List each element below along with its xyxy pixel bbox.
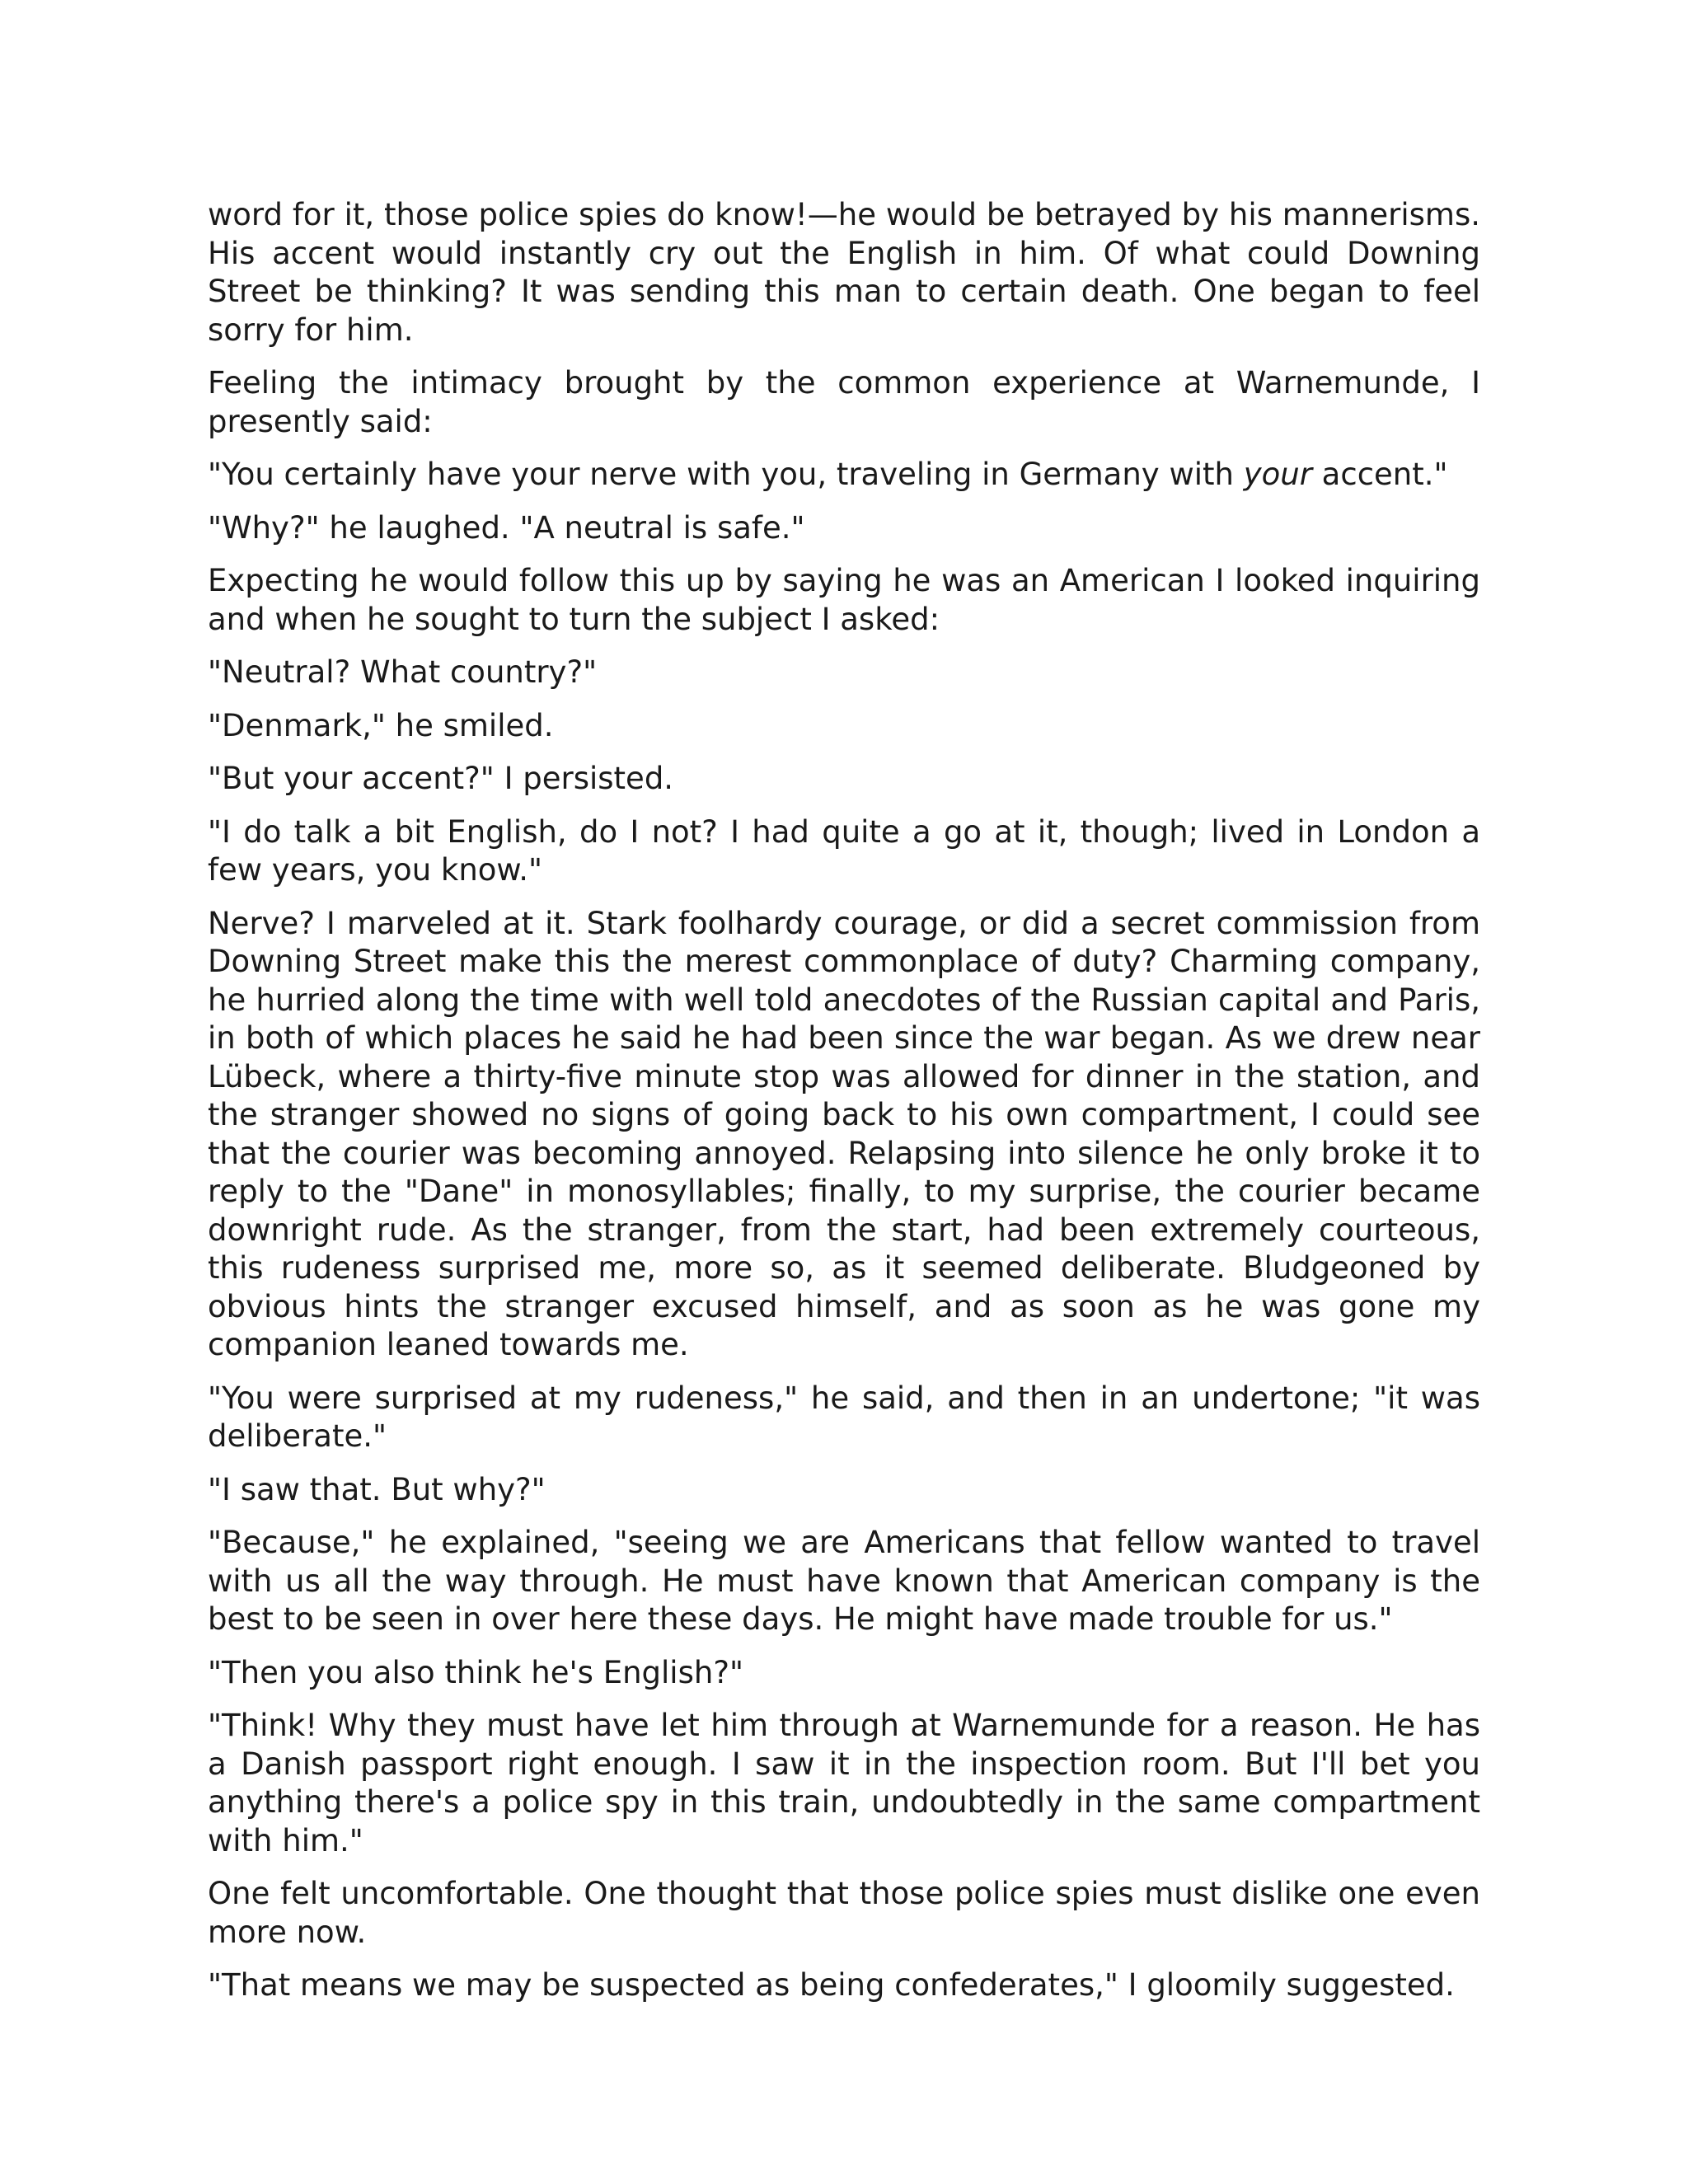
paragraph-17: "That means we may be suspected as being confederates," I gloomily suggested. — [208, 1967, 1455, 2003]
paragraph-6: "Neutral? What country?" — [208, 654, 598, 690]
paragraph-3-end: accent." — [1311, 457, 1448, 492]
paragraph-13: "Because," he explained, "seeing we are Americans that fellow wanted to travel with us all the way through. He must have known that American company is the best to be seen in over here these days. He might have made trouble for us." — [208, 1525, 1480, 1637]
paragraph-1: word for it, those police spies do know!—he would be betrayed by his mannerisms. His accent would instantly cry out the English in him. Of what could Downing Street be thinking? It was sending this man to certain death. One began to feel sorry for him. — [208, 197, 1480, 348]
paragraph-3-start: "You certainly have your nerve with you, traveling in Germany with — [208, 457, 1244, 492]
paragraph-4: "Why?" he laughed. "A neutral is safe." — [208, 509, 805, 546]
paragraph-7: "Denmark," he smiled. — [208, 707, 554, 743]
paragraph-8: "But your accent?" I persisted. — [208, 761, 674, 796]
paragraph-12: "I saw that. But why?" — [208, 1471, 546, 1507]
paragraph-9: "I do talk a bit English, do I not? I had quite a go at it, though; lived in London a few years, you know." — [208, 813, 1480, 888]
paragraph-11: "You were surprised at my rudeness," he said, and then in an undertone; "it was deliberate." — [208, 1380, 1480, 1454]
paragraph-15: "Think! Why they must have let him through at Warnemunde for a reason. He has a Danish passport right enough. I saw it in the inspection room. But I'll bet you anything there's a police spy in this train, undoubtedly in the same compartment with him." — [208, 1708, 1480, 1858]
paragraph-3 — [208, 456, 1480, 494]
paragraph-3-italic: your — [1243, 457, 1312, 492]
paragraph-14: "Then you also think he's English?" — [208, 1654, 743, 1690]
paragraph-10: Nerve? I marveled at it. Stark foolhardy courage, or did a secret commission from Downing Street make this the merest commonplace of duty? Charming company, he hurried along the time with well told anecdotes of the Russian capital and Paris, in both of which places he said he had been since the war began. As we drew near Lübeck, where a thirty-five minute stop was allowed for dinner in the station, and the stranger showed no signs of going back to his own compartment, I could see that the courier was becoming annoyed. Relapsing into silence he only broke it to reply to the "Dane" in monosyllables; finally, to my surprise, the courier became downright rude. As the stranger, from the start, had been extremely courteous, this rudeness surprised me, more so, as it seemed deliberate. Bludgeoned by obvious hints the stranger excused himself, and as soon as he was gone my companion leaned towards me. — [208, 905, 1480, 1362]
document-page — [208, 196, 1480, 2020]
paragraph-2: Feeling the intimacy brought by the common experience at Warnemunde, I presently said: — [208, 365, 1480, 439]
paragraph-16: One felt uncomfortable. One thought that those police spies must dislike one even more now. — [208, 1876, 1480, 1950]
paragraph-5: Expecting he would follow this up by saying he was an American I looked inquiring and when he sought to turn the subject I asked: — [208, 563, 1480, 637]
